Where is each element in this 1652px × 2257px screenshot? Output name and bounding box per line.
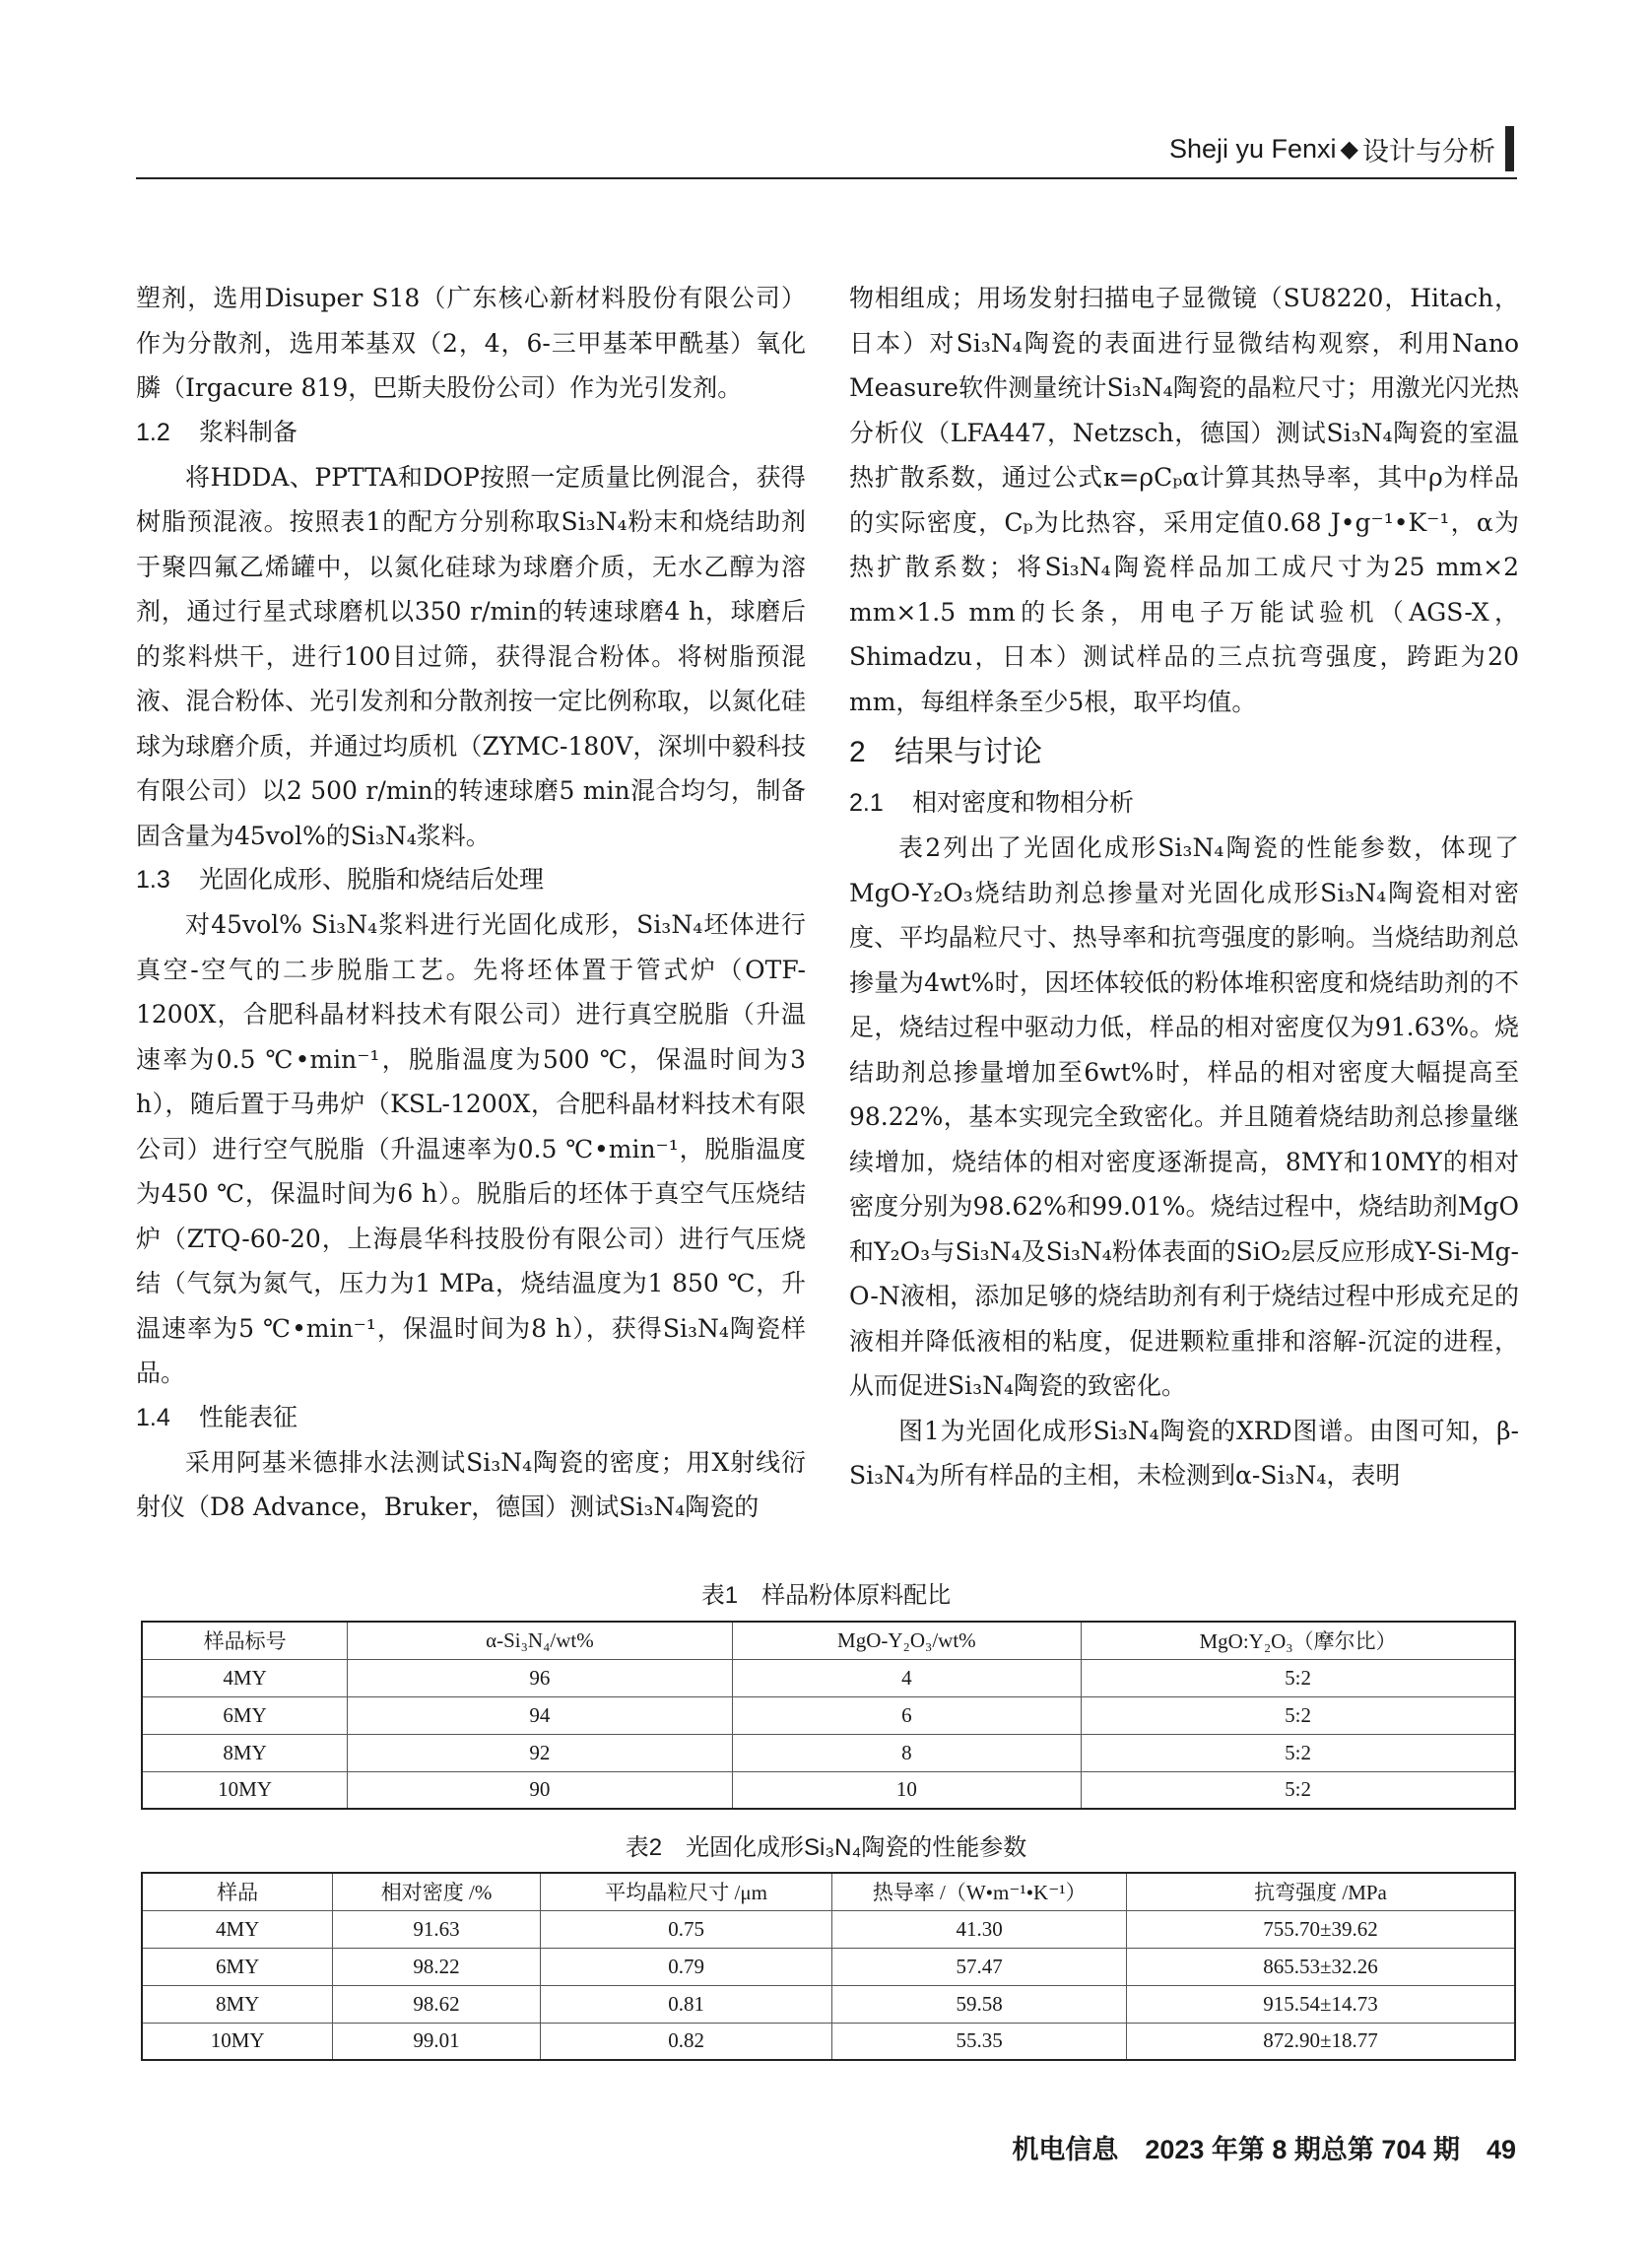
- table-cell: 5:2: [1082, 1734, 1515, 1771]
- table1: [141, 1621, 1516, 1810]
- table-cell: 5:2: [1082, 1659, 1515, 1696]
- table-row: [142, 1948, 1515, 1985]
- section-number: 2: [849, 736, 866, 768]
- table-cell: 6MY: [142, 1696, 348, 1734]
- table-cell: 98.22: [333, 1948, 541, 1985]
- table-cell: 94: [348, 1696, 732, 1734]
- table-row: [142, 1910, 1515, 1948]
- table-cell: 4MY: [142, 1910, 333, 1948]
- section-title: 光固化成形、脱脂和烧结后处理: [199, 866, 545, 894]
- table-header-row: [142, 1622, 1515, 1659]
- table-cell: 57.47: [832, 1948, 1127, 1985]
- section-title: 相对密度和物相分析: [912, 789, 1135, 817]
- section-number: 2.1: [849, 789, 884, 817]
- table2-caption: 表2 光固化成形Si₃N₄陶瓷的性能参数: [625, 1834, 1027, 1861]
- table-cell: 6: [732, 1696, 1082, 1734]
- table-cell: 5:2: [1082, 1771, 1515, 1809]
- table-cell: 0.81: [540, 1985, 831, 2023]
- running-header: [1169, 126, 1514, 171]
- table-cell: 99.01: [333, 2023, 541, 2060]
- paragraph: 采用阿基米德排水法测试Si₃N₄陶瓷的密度；用X射线衍射仪（D8 Advance，Bruker，德国）测试Si₃N₄陶瓷的: [136, 1447, 806, 1521]
- table2: [141, 1872, 1516, 2061]
- table1-caption: 表1 样品粉体原料配比: [700, 1582, 952, 1609]
- table-cell: 90: [348, 1771, 732, 1809]
- section-title: 结果与讨论: [894, 736, 1042, 768]
- table-cell: 4MY: [142, 1659, 348, 1696]
- page-footer: 机电信息 2023 年第 8 期总第 704 期 49: [1012, 2135, 1516, 2164]
- table-cell: 96: [348, 1659, 732, 1696]
- table-cell: 92: [348, 1734, 732, 1771]
- table-header-cell: MgO:Y₂O₃（摩尔比）: [1082, 1622, 1515, 1659]
- section-number: 1.3: [136, 866, 170, 894]
- table-row: [142, 1659, 1515, 1696]
- table-cell: 10: [732, 1771, 1082, 1809]
- section-title: 性能表征: [199, 1403, 298, 1431]
- table-cell: 91.63: [333, 1910, 541, 1948]
- table-cell: 8MY: [142, 1985, 333, 2023]
- table-row: [142, 1734, 1515, 1771]
- table-header-row: [142, 1873, 1515, 1910]
- table-cell: 915.54±14.73: [1127, 1985, 1515, 2023]
- table-row: [142, 1985, 1515, 2023]
- table-cell: 6MY: [142, 1948, 333, 1985]
- table-cell: 41.30: [832, 1910, 1127, 1948]
- paragraph: 图1为光固化成形Si₃N₄陶瓷的XRD图谱。由图可知，β-Si₃N₄为所有样品的主相，未检测到α-Si₃N₄，表明: [849, 1416, 1519, 1490]
- section-heading-1-2: [136, 411, 806, 455]
- right-column: [849, 276, 1519, 1498]
- table-cell: 10MY: [142, 2023, 333, 2060]
- section-heading-2: [849, 724, 1519, 781]
- table-header-cell: 抗弯强度 /MPa: [1127, 1873, 1515, 1910]
- section-heading-1-4: [136, 1396, 806, 1440]
- table-cell: 865.53±32.26: [1127, 1948, 1515, 1985]
- table-row: [142, 1771, 1515, 1809]
- table-cell: 4: [732, 1659, 1082, 1696]
- paragraph: 对45vol% Si₃N₄浆料进行光固化成形，Si₃N₄坯体进行真空-空气的二步脱脂工艺。先将坯体置于管式炉（OTF-1200X，合肥科晶材料技术有限公司）进行真空脱脂（升温速率为0.5 ℃•min⁻¹，脱脂温度为500 ℃，保温时间为3 h），随后置于马弗炉（KSL-1200X，合肥科晶材料技术有限公司）进行空气脱脂（升温速率为0.5 ℃•min⁻¹，脱脂温度为450 ℃，保温时间为6 h）。脱脂后的坯体于真空气压烧结炉（ZTQ-60-20，上海晨华科技股份有限公司）进行气压烧结（气氛为氮气，压力为1 MPa，烧结温度为1 850 ℃，升温速率为5 ℃•min⁻¹，保温时间为8 h），获得Si₃N₄陶瓷样品。: [136, 910, 806, 1387]
- table-header-cell: α-Si₃N₄/wt%: [348, 1622, 732, 1659]
- header-rule: [136, 177, 1517, 179]
- table-header-cell: 样品: [142, 1873, 333, 1910]
- paragraph: 物相组成；用场发射扫描电子显微镜（SU8220，Hitach，日本）对Si₃N₄陶瓷的表面进行显微结构观察，利用Nano Measure软件测量统计Si₃N₄陶瓷的晶粒尺寸；用激光闪光热分析仪（LFA447，Netzsch，德国）测试Si₃N₄陶瓷的室温热扩散系数，通过公式κ=ρCₚα计算其热导率，其中ρ为样品的实际密度，Cₚ为比热容，采用定值0.68 J•g⁻¹•K⁻¹，α为热扩散系数；将Si₃N₄陶瓷样品加工成尺寸为25 mm×2 mm×1.5 mm的长条，用电子万能试验机（AGS-X，Shimadzu，日本）测试样品的三点抗弯强度，跨距为20 mm，每组样条至少5根，取平均值。: [849, 284, 1519, 716]
- section-title: 浆料制备: [199, 418, 298, 446]
- section-heading-1-3: [136, 858, 806, 902]
- table-row: [142, 1696, 1515, 1734]
- paragraph: 将HDDA、PPTTA和DOP按照一定质量比例混合，获得树脂预混液。按照表1的配方分别称取Si₃N₄粉末和烧结助剂于聚四氟乙烯罐中，以氮化硅球为球磨介质，无水乙醇为溶剂，通过行星式球磨机以350 r/min的转速球磨4 h，球磨后的浆料烘干，进行100目过筛，获得混合粉体。将树脂预混液、混合粉体、光引发剂和分散剂按一定比例称取，以氮化硅球为球磨介质，并通过均质机（ZYMC-180V，深圳中毅科技有限公司）以2 500 r/min的转速球磨5 min混合均匀，制备固含量为45vol%的Si₃N₄浆料。: [136, 462, 806, 850]
- paragraph: 表2列出了光固化成形Si₃N₄陶瓷的性能参数，体现了MgO-Y₂O₃烧结助剂总掺量对光固化成形Si₃N₄陶瓷相对密度、平均晶粒尺寸、热导率和抗弯强度的影响。当烧结助剂总掺量为4wt%时，因坯体较低的粉体堆积密度和烧结助剂的不足，烧结过程中驱动力低，样品的相对密度仅为91.63%。烧结助剂总掺量增加至6wt%时，样品的相对密度大幅提高至98.22%，基本实现完全致密化。并且随着烧结助剂总掺量继续增加，烧结体的相对密度逐渐提高，8MY和10MY的相对密度分别为98.62%和99.01%。烧结过程中，烧结助剂MgO和Y₂O₃与Si₃N₄及Si₃N₄粉体表面的SiO₂层反应形成Y-Si-Mg-O-N液相，添加足够的烧结助剂有利于烧结过程中形成充足的液相并降低液相的粘度，促进颗粒重排和溶解-沉淀的进程，从而促进Si₃N₄陶瓷的致密化。: [849, 833, 1519, 1400]
- table-cell: 0.79: [540, 1948, 831, 1985]
- journal-name: Sheji yu Fenxi: [1168, 133, 1337, 164]
- table-cell: 0.75: [540, 1910, 831, 1948]
- table-header-cell: 相对密度 /%: [333, 1873, 541, 1910]
- table-row: [142, 2023, 1515, 2060]
- table-cell: 872.90±18.77: [1127, 2023, 1515, 2060]
- table-cell: 59.58: [832, 1985, 1127, 2023]
- table-cell: 8: [732, 1734, 1082, 1771]
- table-cell: 5:2: [1082, 1696, 1515, 1734]
- section-number: 1.2: [136, 418, 170, 446]
- table-cell: 0.82: [540, 2023, 831, 2060]
- table-header-cell: MgO-Y₂O₃/wt%: [732, 1622, 1082, 1659]
- table-header-cell: 样品标号: [142, 1622, 348, 1659]
- table-cell: 8MY: [142, 1734, 348, 1771]
- section-heading-2-1: [849, 781, 1519, 826]
- table-cell: 98.62: [333, 1985, 541, 2023]
- table-header-cell: 热导率 /（W•m⁻¹•K⁻¹）: [832, 1873, 1127, 1910]
- diamond-icon: ◆: [1340, 135, 1358, 163]
- section-name: 设计与分析: [1362, 136, 1495, 166]
- table-cell: 755.70±39.62: [1127, 1910, 1515, 1948]
- table-header-cell: 平均晶粒尺寸 /μm: [540, 1873, 831, 1910]
- table-cell: 55.35: [832, 2023, 1127, 2060]
- section-number: 1.4: [136, 1403, 170, 1431]
- table-cell: 10MY: [142, 1771, 348, 1809]
- left-column: [136, 276, 806, 1530]
- header-bar-icon: [1505, 126, 1514, 171]
- paragraph: 塑剂，选用Disuper S18（广东核心新材料股份有限公司）作为分散剂，选用苯基双（2，4，6-三甲基苯甲酰基）氧化膦（Irgacure 819，巴斯夫股份公司）作为光引发剂。: [136, 284, 806, 402]
